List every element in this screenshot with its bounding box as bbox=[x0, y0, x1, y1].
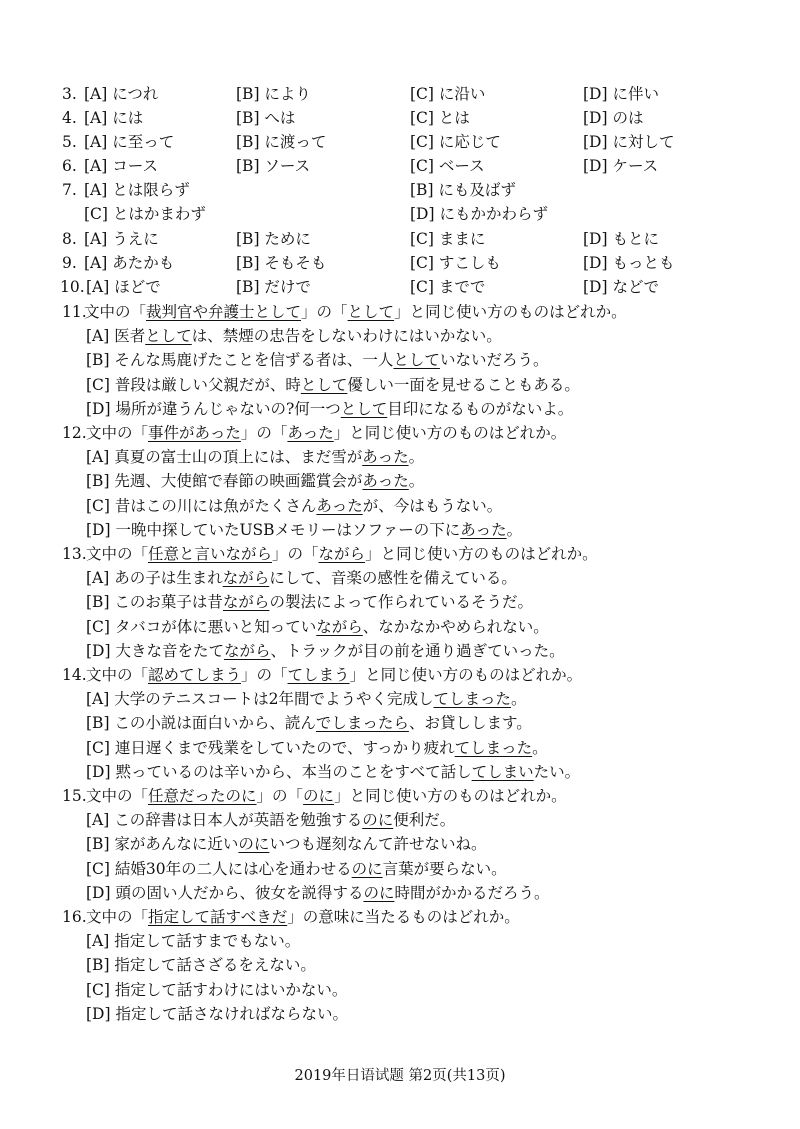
option-text-segment: [C] 普段は厳しい父親だが、時 bbox=[86, 376, 301, 394]
answer-option bbox=[0, 324, 800, 348]
question-number: 8. bbox=[62, 230, 77, 248]
underlined-phrase: あった bbox=[316, 497, 363, 515]
underlined-phrase: てしまった bbox=[454, 739, 533, 757]
option-text-segment: [A] 大学のテニスコートは2年間でようやく完成し bbox=[86, 690, 434, 708]
option-d: [D] もとに bbox=[583, 230, 659, 248]
question-text bbox=[84, 300, 627, 324]
option-text-segment: [D] 一晩中探していたUSBメモリーはソファーの下に bbox=[86, 521, 461, 539]
option-c: [C] に沿い bbox=[410, 85, 486, 103]
option-d: [D] などで bbox=[583, 278, 659, 296]
question-row bbox=[0, 130, 800, 154]
question-row bbox=[0, 275, 800, 299]
option-text bbox=[86, 566, 517, 590]
option-text bbox=[86, 857, 507, 881]
option-text-segment: 。 bbox=[510, 690, 527, 708]
option-text bbox=[86, 348, 548, 372]
option-text-segment: の製法によって作られているそうだ。 bbox=[269, 593, 533, 611]
underlined-phrase: 任意だったのに bbox=[148, 787, 257, 805]
option-text-segment: 時間がかかるだろう。 bbox=[394, 884, 550, 902]
underlined-phrase: のに bbox=[362, 811, 394, 829]
question-number: 7. bbox=[62, 181, 77, 199]
option-b: [B] により bbox=[236, 85, 311, 103]
option-text-segment: 、トラックが目の前を通り過ぎていった。 bbox=[270, 642, 565, 660]
question-stem bbox=[0, 663, 800, 687]
option-text-segment: [B] 先週、大使館で春節の映画鑑賞会が bbox=[86, 472, 363, 490]
underlined-phrase: あった bbox=[362, 448, 409, 466]
option-text bbox=[86, 881, 549, 905]
option-text bbox=[86, 445, 424, 469]
underlined-phrase: ながら bbox=[316, 618, 363, 636]
answer-option bbox=[0, 348, 800, 372]
question-stem bbox=[0, 300, 800, 324]
option-d: [D] もっとも bbox=[583, 254, 675, 272]
answer-option bbox=[0, 711, 800, 735]
option-text-segment: [D] 大きな音をたて bbox=[86, 642, 224, 660]
option-c: [C] とはかまわず bbox=[84, 205, 206, 223]
option-d: [D] にもかかわらず bbox=[410, 205, 548, 223]
option-d: [D] に伴い bbox=[583, 85, 659, 103]
option-b: [B] だけで bbox=[236, 278, 311, 296]
option-d: [D] に対して bbox=[583, 133, 675, 151]
option-text-segment: は、禁煙の忠告をしないわけにはいかない。 bbox=[191, 327, 502, 345]
option-d: [D] ケース bbox=[583, 157, 659, 175]
option-b: [B] ソース bbox=[236, 157, 311, 175]
question-text bbox=[86, 663, 582, 687]
answer-option bbox=[0, 881, 800, 905]
question-number: 12. bbox=[62, 424, 87, 442]
answer-option bbox=[0, 397, 800, 421]
option-text-segment: [B] そんな馬鹿げたことを信ずる者は、一人 bbox=[86, 351, 394, 369]
underlined-phrase: ながら bbox=[223, 642, 271, 660]
option-text bbox=[86, 518, 522, 542]
option-a: [A] には bbox=[84, 109, 144, 127]
option-text bbox=[86, 953, 316, 977]
question-row bbox=[0, 227, 800, 251]
question-row bbox=[0, 154, 800, 178]
option-text-segment: [A] この辞書は日本人が英語を勉強する bbox=[86, 811, 363, 829]
option-text bbox=[86, 978, 347, 1002]
option-text-segment: 。 bbox=[532, 739, 548, 757]
option-text-segment: [B] この小説は面白いから、読ん bbox=[86, 714, 316, 732]
underlined-phrase: のに bbox=[351, 860, 383, 878]
option-text-segment: 。 bbox=[408, 472, 425, 490]
question-row bbox=[0, 82, 800, 106]
question-stem bbox=[0, 784, 800, 808]
answer-option bbox=[0, 469, 800, 493]
page-footer: 2019年日语试题 第2页(共13页) bbox=[294, 1068, 506, 1084]
underlined-phrase: として bbox=[340, 400, 388, 418]
option-a: [A] ほどで bbox=[86, 278, 161, 296]
option-a: [A] うえに bbox=[84, 230, 159, 248]
question-text-segment: 」の「 bbox=[241, 666, 288, 684]
option-text bbox=[86, 1002, 348, 1026]
underlined-phrase: として bbox=[393, 351, 440, 369]
option-a: [A] コース bbox=[84, 157, 158, 175]
option-b: [B] に渡って bbox=[236, 133, 327, 151]
answer-option bbox=[0, 736, 800, 760]
answer-option bbox=[0, 518, 800, 542]
answer-option bbox=[0, 639, 800, 663]
underlined-phrase: でしまったら bbox=[315, 714, 409, 732]
answer-option bbox=[0, 978, 800, 1002]
underlined-phrase: ながら bbox=[222, 569, 270, 587]
question-number: 13. bbox=[62, 545, 87, 563]
underlined-phrase: 事件があった bbox=[148, 424, 241, 442]
underlined-phrase: として bbox=[347, 303, 395, 321]
answer-option bbox=[0, 445, 800, 469]
underlined-phrase: 任意と言いながら bbox=[148, 545, 273, 563]
question-text-segment: 」と同じ使い方のものはどれか。 bbox=[365, 545, 598, 563]
question-number: 14. bbox=[62, 666, 87, 684]
option-text-segment: 、なかなかやめられない。 bbox=[362, 618, 549, 636]
underlined-phrase: あった bbox=[460, 521, 507, 539]
option-text-segment: [C] 指定して話すわけにはいかない。 bbox=[86, 981, 348, 999]
underlined-phrase: てしまい bbox=[471, 763, 534, 781]
option-text-segment: [C] 昔はこの川には魚がたくさん bbox=[86, 497, 317, 515]
underlined-phrase: てしまう bbox=[287, 666, 350, 684]
option-text bbox=[86, 494, 502, 518]
option-text bbox=[86, 711, 532, 735]
option-text-segment: [C] 結婚30年の二人には心を通わせる bbox=[86, 860, 352, 878]
answer-option bbox=[0, 687, 800, 711]
option-a: [A] とは限らず bbox=[84, 181, 190, 199]
underlined-phrase: あった bbox=[287, 424, 334, 442]
answer-option bbox=[0, 929, 800, 953]
option-text-segment: 目印になるものがないよ。 bbox=[387, 400, 574, 418]
underlined-phrase: あった bbox=[362, 472, 409, 490]
question-number: 9. bbox=[62, 254, 77, 272]
option-text-segment: にして、音楽の感性を備えている。 bbox=[269, 569, 517, 587]
answer-option bbox=[0, 566, 800, 590]
option-c: [C] ままに bbox=[410, 230, 486, 248]
option-b: [B] そもそも bbox=[236, 254, 327, 272]
question-row bbox=[0, 202, 800, 226]
option-text-segment: いつも遅刻なんて許せないね。 bbox=[269, 835, 487, 853]
question-text-segment: 文中の「 bbox=[86, 787, 149, 805]
option-text bbox=[86, 590, 533, 614]
answer-option bbox=[0, 615, 800, 639]
option-text bbox=[86, 469, 424, 493]
answer-option bbox=[0, 760, 800, 784]
question-row bbox=[0, 178, 800, 202]
option-text-segment: [C] タバコが体に悪いと知ってい bbox=[86, 618, 317, 636]
option-text-segment: いないだろう。 bbox=[439, 351, 549, 369]
option-text-segment: [A] 医者 bbox=[86, 327, 146, 345]
question-number: 10. bbox=[60, 278, 85, 296]
option-text-segment: が、今はもうない。 bbox=[362, 497, 503, 515]
option-text-segment: [C] 連日遅くまで残業をしていたので、すっかり疲れ bbox=[86, 739, 455, 757]
option-text bbox=[86, 832, 486, 856]
underlined-phrase: 認めてしまう bbox=[148, 666, 242, 684]
question-number: 5. bbox=[62, 133, 77, 151]
answer-option bbox=[0, 373, 800, 397]
question-text-segment: 文中の「 bbox=[86, 545, 149, 563]
question-stem bbox=[0, 421, 800, 445]
option-text-segment: [B] このお菓子は昔 bbox=[86, 593, 223, 611]
option-text-segment: [D] 黙っているのは辛いから、本当のことをすべて話し bbox=[86, 763, 472, 781]
option-c: [C] とは bbox=[410, 109, 470, 127]
underlined-phrase: 指定して話すべきだ bbox=[148, 908, 288, 926]
question-text-segment: 」と同じ使い方のものはどれか。 bbox=[394, 303, 627, 321]
option-text bbox=[86, 760, 580, 784]
answer-option bbox=[0, 953, 800, 977]
option-text bbox=[86, 373, 580, 397]
answer-option bbox=[0, 1002, 800, 1026]
option-text-segment: 、お貸しします。 bbox=[408, 714, 532, 732]
question-text-segment: 」の意味に当たるものはどれか。 bbox=[287, 908, 520, 926]
question-stem bbox=[0, 542, 800, 566]
question-text bbox=[86, 421, 566, 445]
option-text-segment: 。 bbox=[408, 448, 425, 466]
question-text-segment: 文中の「 bbox=[84, 303, 147, 321]
question-text-segment: 文中の「 bbox=[86, 424, 149, 442]
question-row bbox=[0, 106, 800, 130]
option-text bbox=[86, 736, 548, 760]
option-b: [B] にも及ばず bbox=[410, 181, 516, 199]
underlined-phrase: ながら bbox=[222, 593, 270, 611]
question-row bbox=[0, 251, 800, 275]
underlined-phrase: のに bbox=[363, 884, 395, 902]
option-text-segment: 優しい一面を見せることもある。 bbox=[347, 376, 580, 394]
option-a: [A] あたかも bbox=[84, 254, 175, 272]
option-text-segment: 便利だ。 bbox=[393, 811, 456, 829]
underlined-phrase: として bbox=[145, 327, 192, 345]
question-text-segment: 」と同じ使い方のものはどれか。 bbox=[334, 787, 567, 805]
underlined-phrase: のに bbox=[238, 835, 270, 853]
underlined-phrase: として bbox=[300, 376, 348, 394]
underlined-phrase: てしまった bbox=[433, 690, 511, 708]
option-text-segment: [A] 真夏の富士山の頂上には、まだ雪が bbox=[86, 448, 363, 466]
option-text-segment: [B] 指定して話さざるをえない。 bbox=[86, 956, 316, 974]
question-text-segment: 」の「 bbox=[240, 424, 288, 442]
option-c: [C] すこしも bbox=[410, 254, 501, 272]
answer-option bbox=[0, 590, 800, 614]
question-text-segment: 」と同じ使い方のものはどれか。 bbox=[349, 666, 583, 684]
option-c: [C] ベース bbox=[410, 157, 485, 175]
question-text bbox=[86, 784, 567, 808]
underlined-phrase: ながら bbox=[318, 545, 366, 563]
question-number: 3. bbox=[62, 85, 77, 103]
answer-option bbox=[0, 494, 800, 518]
option-text-segment: [D] 指定して話さなければならない。 bbox=[86, 1005, 348, 1023]
option-b: [B] へは bbox=[236, 109, 296, 127]
question-number: 6. bbox=[62, 157, 77, 175]
question-number: 16. bbox=[62, 908, 87, 926]
option-c: [C] に応じて bbox=[410, 133, 501, 151]
question-number: 15. bbox=[62, 787, 87, 805]
option-text-segment: 言葉が要らない。 bbox=[382, 860, 507, 878]
question-text-segment: 」の「 bbox=[256, 787, 304, 805]
option-text bbox=[86, 687, 527, 711]
option-text-segment: [B] 家があんなに近い bbox=[86, 835, 239, 853]
question-text-segment: 」の「 bbox=[272, 545, 319, 563]
question-number: 4. bbox=[62, 109, 77, 127]
question-text-segment: 文中の「 bbox=[86, 666, 149, 684]
option-text bbox=[86, 639, 565, 663]
option-c: [C] までで bbox=[410, 278, 486, 296]
question-text bbox=[86, 542, 598, 566]
answer-option bbox=[0, 808, 800, 832]
option-a: [A] につれ bbox=[84, 85, 159, 103]
option-text-segment: [D] 場所が違うんじゃないの?何一つ bbox=[86, 400, 341, 418]
option-text-segment: 。 bbox=[506, 521, 523, 539]
question-number: 11. bbox=[62, 303, 87, 321]
question-text-segment: 」と同じ使い方のものはどれか。 bbox=[333, 424, 567, 442]
option-text-segment: たい。 bbox=[533, 763, 581, 781]
option-a: [A] に至って bbox=[84, 133, 175, 151]
option-text bbox=[86, 808, 455, 832]
option-text bbox=[86, 615, 549, 639]
option-text bbox=[86, 929, 300, 953]
option-d: [D] のは bbox=[583, 109, 644, 127]
option-text bbox=[86, 324, 502, 348]
option-text-segment: [D] 頭の固い人だから、彼女を説得する bbox=[86, 884, 364, 902]
question-text-segment: 文中の「 bbox=[86, 908, 149, 926]
option-text-segment: [A] あの子は生まれ bbox=[86, 569, 223, 587]
question-stem bbox=[0, 905, 800, 929]
question-text bbox=[86, 905, 520, 929]
answer-option bbox=[0, 857, 800, 881]
option-text-segment: [A] 指定して話すまでもない。 bbox=[86, 932, 301, 950]
underlined-phrase: のに bbox=[303, 787, 335, 805]
option-b: [B] ために bbox=[236, 230, 311, 248]
answer-option bbox=[0, 832, 800, 856]
underlined-phrase: 裁判官や弁護士として bbox=[146, 303, 302, 321]
option-text bbox=[86, 397, 573, 421]
question-text-segment: 」の「 bbox=[301, 303, 348, 321]
